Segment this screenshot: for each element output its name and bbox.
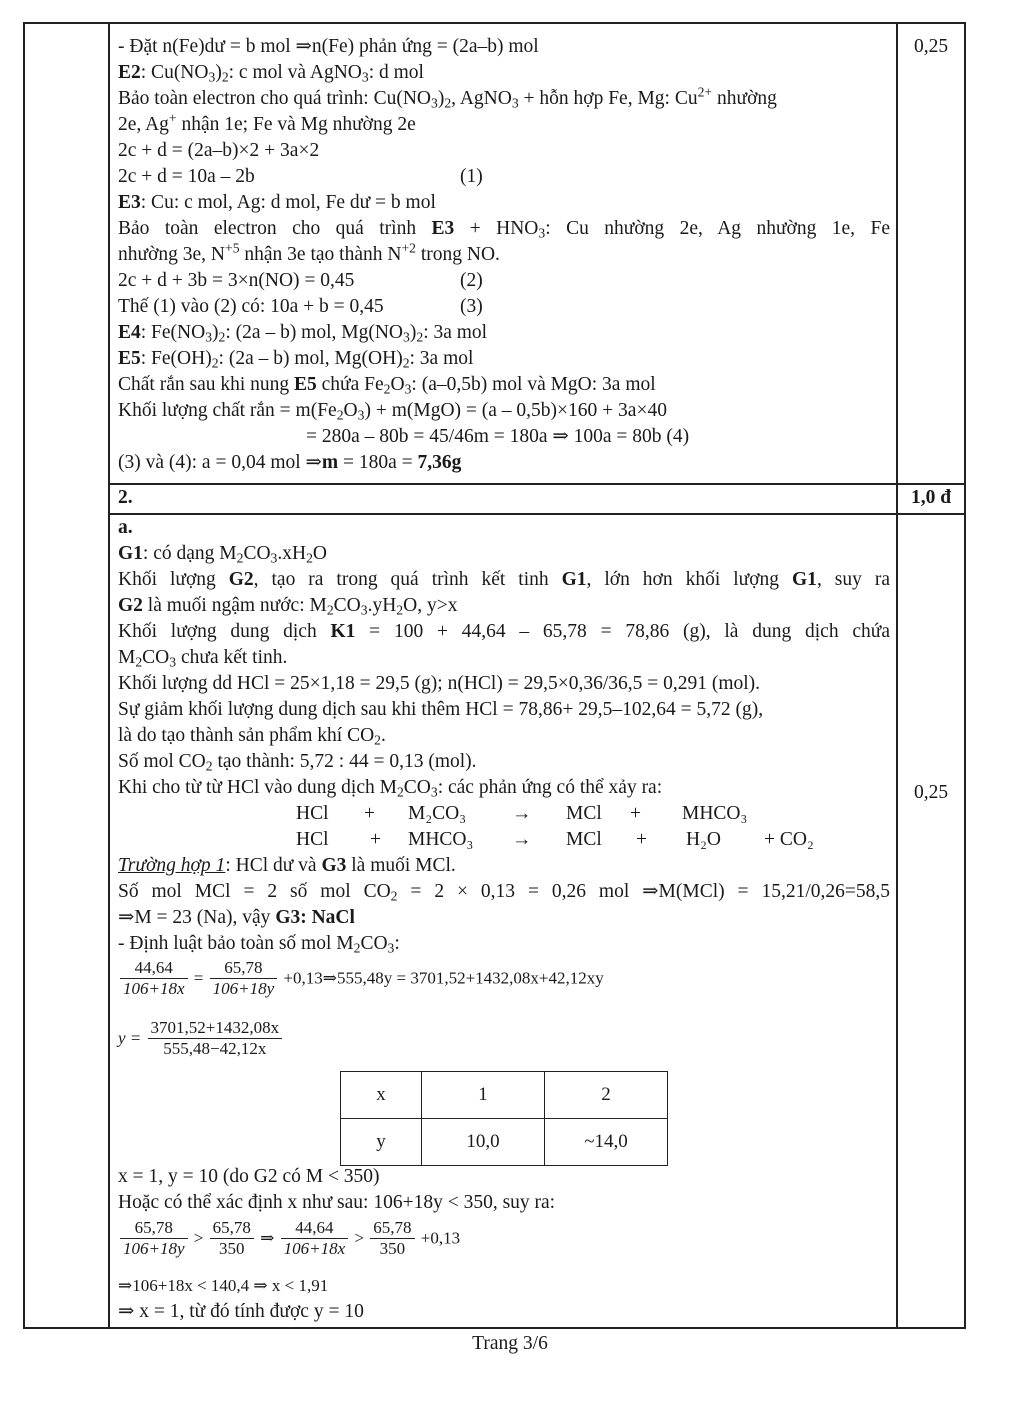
s1-line-16: = 280a – 80b = 45/46m = 180a ⇒ 100a = 80b (4) (306, 426, 690, 447)
s2-p9: - Định luật bảo toàn số mol $M_2CO_3$: (118, 933, 400, 956)
s2-p5: Số mol $CO_2$ tạo thành: 5,72 : 44 = 0,13 (mol). (118, 751, 477, 774)
s2-a-label: a. (118, 517, 133, 538)
s1-line-12: E4: $Fe(NO_3)_2$: (2a – b) mol, $Mg(NO_3)_2$: 3a mol (118, 322, 488, 345)
s2-p6: Khi cho từ từ HCl vào dung dịch $M_2CO_3$: các phản ứng có thể xảy ra: (118, 777, 663, 800)
section2-header-top (108, 483, 966, 485)
s1-line-13: E5: $Fe(OH)_2$: (2a – b) mol, $Mg(OH)_2$: 3a mol (118, 348, 474, 371)
xy-table-header-2: 2 (545, 1072, 668, 1119)
xy-table (340, 1071, 668, 1166)
s2-p1b: G2 là muối ngậm nước: $M_2CO_3.yH_2O$, y>x (118, 595, 458, 618)
s1-line-15: Khối lượng chất rắn = $m(Fe_2O_3) + m(MgO) = (a - 0,5b)\times 160 + 3a\times 40$ (118, 400, 667, 423)
section1-content (118, 34, 890, 476)
s1-line-1: - Đặt n(Fe)dư = b mol ⇒n(Fe) phản ứng = (2a–b) mol (118, 36, 539, 57)
eq1-frac-2: $\frac{65,78}{106+18y}$ (210, 958, 278, 999)
eq1-frac-1: $\frac{44,64}{106+18x}$ (120, 958, 188, 999)
s2-p8: ⇒M = 23 (Na), vậy G3: NaCl (118, 907, 355, 928)
s1-line-5: 2c + d = (2a–b)×2 + 3a×2 (118, 140, 320, 161)
s1-line-10: 2c + d + 3b = 3×n(NO) = 0,45 (2) (118, 270, 483, 291)
page-number: Trang 3/6 (472, 1333, 548, 1354)
column-divider-right (896, 22, 898, 1328)
s2-g1: G1: có dạng $M_2CO_3.xH_2O$ (118, 543, 328, 566)
eq3-frac-3: $\frac{44,64}{106+18x}$ (281, 1218, 349, 1259)
section2-end (118, 1273, 890, 1325)
xy-table-row-y: y (341, 1119, 422, 1166)
xy-table-header-x: x (341, 1072, 422, 1119)
reaction-1: HCl + M₂CO₃ → MCl + MHCO₃ (296, 803, 748, 824)
section2-total-score: 1,0 đ (910, 487, 952, 508)
s2-p10: x = 1, y = 10 (do G2 có M < 350) (118, 1166, 380, 1187)
s2-p3: Khối lượng dd HCl = 25×1,18 = 29,5 (g); n(HCl) = 29,5×0,36/36,5 = 0,291 (mol). (118, 673, 761, 694)
xy-table-cell-1: 10,0 (422, 1119, 545, 1166)
reaction-2: HCl + MHCO₃ → MCl + H₂O + CO₂ (296, 829, 814, 850)
s1-line-17: (3) và (4): a = 0,04 mol ⇒m = 180a = 7,36g (118, 452, 462, 473)
section2-label: 2. (118, 487, 133, 508)
eq3-frac-1: $\frac{65,78}{106+18y}$ (120, 1218, 188, 1259)
s2-p4b: là do tạo thành sản phẩm khí $CO_2$. (118, 725, 386, 748)
s2-p1: Khối lượng G2, tạo ra trong quá trình kết tinh G1, lớn hơn khối lượng G1, suy ra (118, 569, 890, 590)
s1-line-9: nhường 3e, $N^{+5}$ nhận 3e tạo thành $N^{+2}$ trong NO. (118, 240, 500, 265)
s1-line-2: E2: $Cu(NO_3)_2$: c mol và AgNO$_3$: d mol (118, 62, 424, 85)
s2-p7: Số mol MCl = 2 số mol $CO_2 = 2 \times 0,13 = 0,26$ mol ⇒M(MCl) = 15,21/0,26=58,5 (118, 881, 890, 904)
section2-content (118, 515, 890, 957)
s2-case1: Trường hợp 1: HCl dư và G3 là muối MCl. (118, 855, 456, 876)
xy-table-cell-2: ~14,0 (545, 1119, 668, 1166)
s1-line-6: 2c + d = 10a – 2b (1) (118, 166, 483, 187)
s1-line-11: Thế (1) vào (2) có: 10a + b = 0,45 (3) (118, 296, 483, 317)
s1-line-14: Chất rắn sau khi nung E5 chứa $Fe_2O_3$: (a–0,5b) mol và MgO: 3a mol (118, 374, 656, 397)
s2-p12: ⇒ x = 1, từ đó tính được y = 10 (118, 1301, 364, 1322)
eq3-frac-4: $\frac{65,78}{350}$ (370, 1218, 414, 1259)
s1-line-7: E3: Cu: c mol, Ag: d mol, Fe dư = b mol (118, 192, 436, 213)
s1-line-4: 2e, Ag+ nhận 1e; Fe và Mg nhường 2e (118, 110, 416, 135)
s2-p2b: $M_2CO_3$ chưa kết tinh. (118, 647, 288, 670)
equation-4: ⇒106+18x < 140,4 ⇒ x < 1,91 (118, 1276, 329, 1295)
xy-table-header-1: 1 (422, 1072, 545, 1119)
section2-tail (118, 1164, 890, 1216)
section2-score: 0,25 (913, 782, 949, 803)
s1-line-8: Bảo toàn electron cho quá trình $E3 + HNO_3$: Cu nhường 2e, Ag nhường 1e, Fe (118, 218, 890, 241)
s1-line-3: Bảo toàn electron cho quá trình: $Cu(NO_3)_2$, AgNO$_3$ + hỗn hợp Fe, Mg: $Cu^{2+}$ nhường (118, 84, 777, 111)
s2-p11: Hoặc có thể xác định x như sau: 106+18y < 350, suy ra: (118, 1192, 556, 1213)
section1-score: 0,25 (913, 36, 949, 57)
table-bottom-border (23, 1327, 966, 1329)
s2-p2: Khối lượng dung dịch K1 = 100 + 44,64 – 65,78 = 78,86 (g), là dung dịch chứa (118, 621, 890, 642)
equation-1: $\frac{44,64}{106+18x}$ = $\frac{65,78}{106+18y}$ +0,13⇒555,48y = 3701,52+1432,08x+42,12xy (118, 958, 604, 999)
equation-2: y = $\frac{3701,52+1432,08x}{555,48-42,12x}$ (118, 1018, 284, 1059)
equation-3: $\frac{65,78}{106+18y}$ > $\frac{65,78}{350}$ ⇒ $\frac{44,64}{106+18x}$ > $\frac{65,78}{350}$ +0,13 (118, 1218, 460, 1259)
eq3-frac-2: $\frac{65,78}{350}$ (210, 1218, 254, 1259)
eq2-frac: $\frac{3701,52+1432,08x}{555,48-42,12x}$ (148, 1018, 283, 1059)
s2-p4: Sự giảm khối lượng dung dịch sau khi thêm HCl = 78,86+ 29,5–102,64 = 5,72 (g), (118, 699, 764, 720)
table-top-border (23, 22, 966, 24)
column-divider-left (108, 22, 110, 1328)
table-right-border (964, 22, 966, 1328)
table-left-border (23, 22, 25, 1328)
